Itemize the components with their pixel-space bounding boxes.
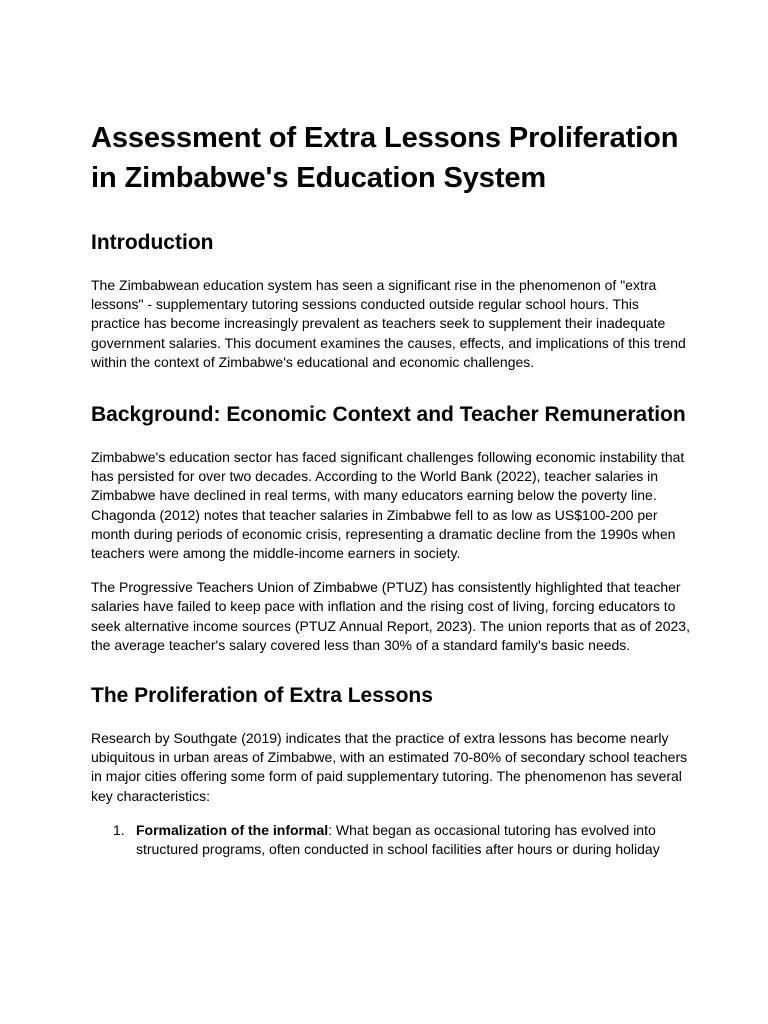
characteristics-list <box>91 821 691 859</box>
list-item-bold-term: Formalization of the informal <box>136 821 329 838</box>
document-title: Assessment of Extra Lessons Proliferation in Zimbabwe's Education System <box>91 122 679 194</box>
section-heading-introduction: Introduction <box>91 231 214 254</box>
list-item <box>91 821 691 859</box>
background-paragraph-1: Zimbabwe's education sector has faced significant challenges following economic instability that has persisted for over two decades. According to the World Bank (2022), teacher salaries in Zimbabwe have declined in real terms, with many educators earning below the poverty line. Chagonda (2012) notes that teacher salaries in Zimbabwe fell to as low as US$100-200 per month during periods of economic crisis, representing a dramatic decline from the 1990s when teachers were among the middle-income earners in society. <box>91 449 685 562</box>
proliferation-paragraph: Research by Southgate (2019) indicates that the practice of extra lessons has become nearly ubiquitous in urban areas of Zimbabwe, with an estimated 70-80% of secondary school teachers in major cities offering some form of paid supplementary tutoring. The phenomenon has several key characteristics: <box>91 730 688 804</box>
document-page <box>91 118 691 859</box>
list-item-number: 1. <box>113 821 125 838</box>
list-item-text: : What began as occasional tutoring has evolved into structured programs, often conducted in school facilities after hours or during holiday <box>136 821 660 858</box>
section-heading-background: Background: Economic Context and Teacher Remuneration <box>91 403 686 427</box>
section-heading-proliferation: The Proliferation of Extra Lessons <box>91 684 433 708</box>
introduction-paragraph: The Zimbabwean education system has seen a significant rise in the phenomenon of "extra lessons" - supplementary tutoring sessions conducted outside regular school hours. This practice has become increasingly prevalent as teachers seek to supplement their inadequate government salaries. This document examines the causes, effects, and implications of this trend within the context of Zimbabwe's educational and economic challenges. <box>91 277 686 370</box>
background-paragraph-2: The Progressive Teachers Union of Zimbabwe (PTUZ) has consistently highlighted that teacher salaries have failed to keep pace with inflation and the rising cost of living, forcing educators to seek alternative income sources (PTUZ Annual Report, 2023). The union reports that as of 2023, the average teacher's salary covered less than 30% of a standard family's basic needs. <box>91 579 690 653</box>
